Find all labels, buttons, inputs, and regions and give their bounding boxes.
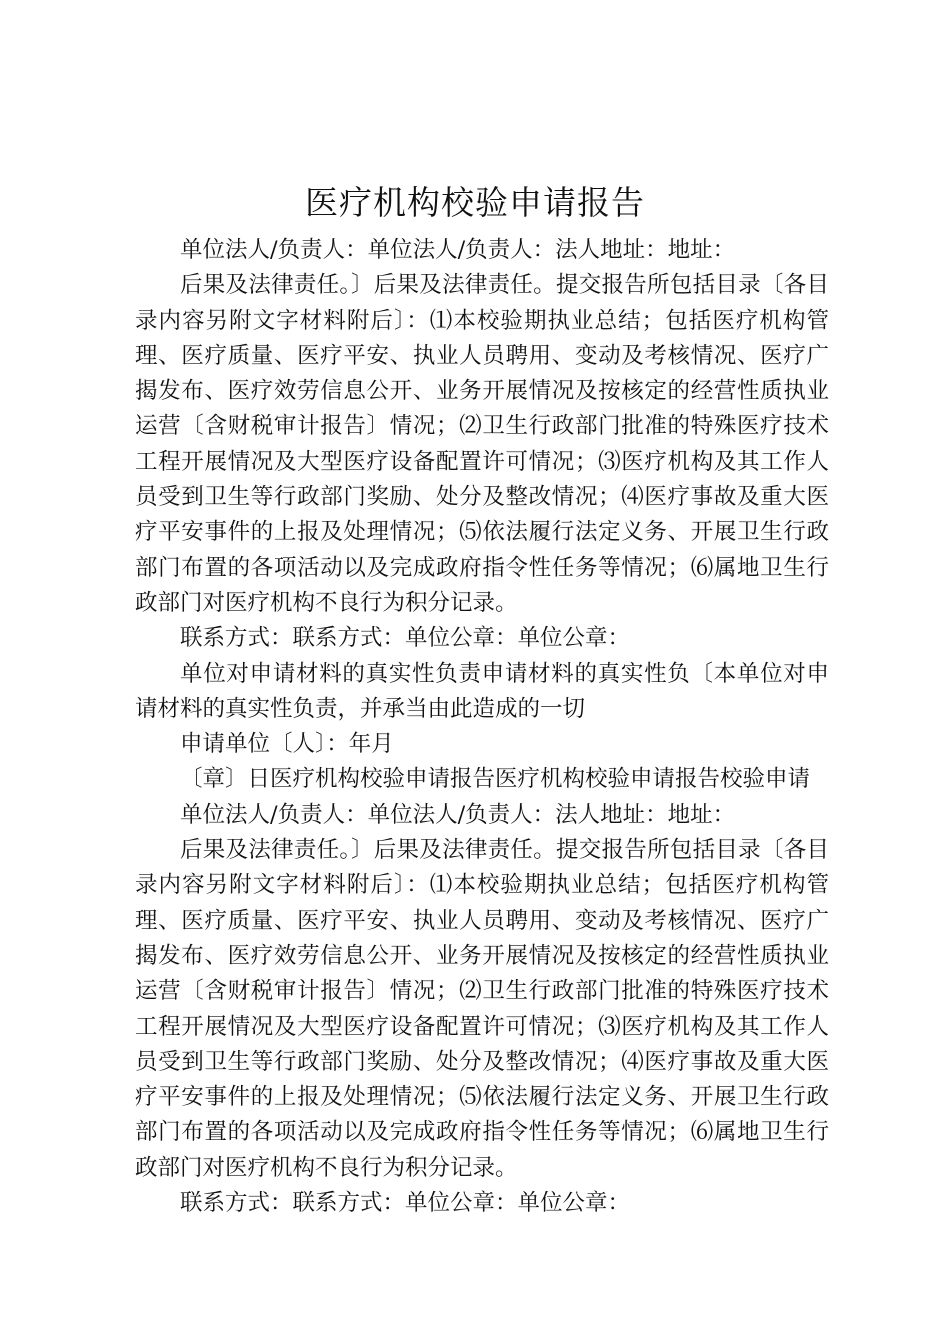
- document-body: [135, 233, 829, 1221]
- paragraph-legal-rep: 单位法人/负责人：单位法人/负责人：法人地址：地址：: [180, 237, 736, 263]
- paragraph-contact-seal-repeat: 联系方式：联系方式：单位公章：单位公章：: [180, 1190, 631, 1217]
- paragraph-contact-seal: 联系方式：联系方式：单位公章：单位公章：: [180, 625, 631, 652]
- paragraph-applicant: 申请单位〔人〕：年月: [180, 731, 394, 758]
- paragraph-authenticity: 单位对申请材料的真实性负责申请材料的真实性负〔本单位对申请材料的真实性负责，并承当由此造成的一切: [135, 660, 829, 722]
- paragraph-legal-rep-repeat: 单位法人/负责人：单位法人/负责人：法人地址：地址：: [180, 801, 736, 828]
- document-title: 医疗机构校验申请报告: [305, 183, 645, 222]
- paragraph-report-contents: 后果及法律责任。〕后果及法律责任。提交报告所包括目录〔各目录内容另附文字材料附后〕：⑴本校验期执业总结；包括医疗机构管理、医疗质量、医疗平安、执业人员聘用、变动及考核情况、医疗广揭发布、医疗效劳信息公开、业务开展情况及按核定的经营性质执业运营〔含财税审计报告〕情况；⑵卫生行政部门批准的特殊医疗技术工程开展情况及大型医疗设备配置许可情况；⑶医疗机构及其工作人员受到卫生等行政部门奖励、处分及整改情况；⑷医疗事故及重大医疗平安事件的上报及处理情况；⑸依法履行法定义务、开展卫生行政部门布置的各项活动以及完成政府指令性任务等情况；⑹属地卫生行政部门对医疗机构不良行为积分记录。: [135, 272, 829, 616]
- paragraph-report-contents-repeat: 后果及法律责任。〕后果及法律责任。提交报告所包括目录〔各目录内容另附文字材料附后〕：⑴本校验期执业总结；包括医疗机构管理、医疗质量、医疗平安、执业人员聘用、变动及考核情况、医疗广揭发布、医疗效劳信息公开、业务开展情况及按核定的经营性质执业运营〔含财税审计报告〕情况；⑵卫生行政部门批准的特殊医疗技术工程开展情况及大型医疗设备配置许可情况；⑶医疗机构及其工作人员受到卫生等行政部门奖励、处分及整改情况；⑷医疗事故及重大医疗平安事件的上报及处理情况；⑸依法履行法定义务、开展卫生行政部门布置的各项活动以及完成政府指令性任务等情况；⑹属地卫生行政部门对医疗机构不良行为积分记录。: [135, 837, 829, 1181]
- paragraph-seal-date: 〔章〕日医疗机构校验申请报告医疗机构校验申请报告校验申请: [180, 766, 811, 793]
